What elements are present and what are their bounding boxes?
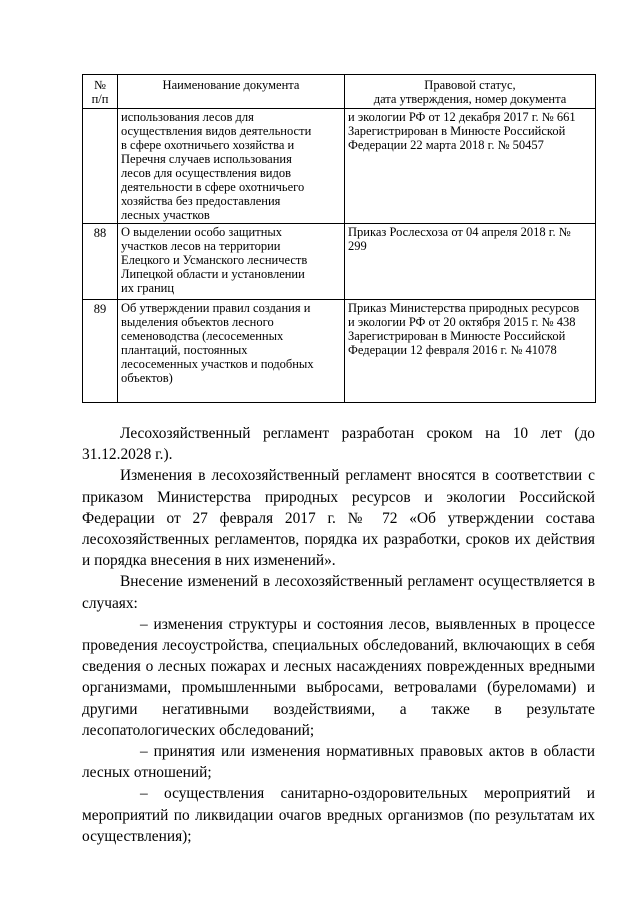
row-legal-status: Приказ Рослесхоза от 04 апреля 2018 г. № 299 <box>345 224 596 300</box>
body-text <box>82 423 595 847</box>
list-item-forest-structure: – изменения структуры и состояния лесов, выявленных в процессе проведения лесоустройства, специальных обследований, включающих в себя сведения о лесных пожарах и лесных насаждениях поврежденных вредными организмами, промышленными выбросами, ветровалами (буреломами) и другими негативными воздействиями, а также в результате лесопатологических обследований; <box>82 615 595 739</box>
table-header-row <box>83 75 596 109</box>
row-number <box>83 109 118 224</box>
row-legal-status: Приказ Министерства природных ресурсов и экологии РФ от 20 октября 2015 г. № 438 Зарегистрирован в Минюсте Российской Федерации 12 февраля 2016 г. № 41078 <box>345 300 596 403</box>
row-number: 88 <box>83 224 118 300</box>
row-document-name: Об утверждении правил создания и выделения объектов лесного семеноводства (лесосеменных плантаций, постоянных лесосеменных участков и подобных объектов) <box>118 300 345 403</box>
table-row <box>83 109 596 224</box>
row-legal-status: и экологии РФ от 12 декабря 2017 г. № 661 Зарегистрирован в Минюсте Российской Федерации 22 марта 2018 г. № 50457 <box>345 109 596 224</box>
table-row <box>83 300 596 403</box>
list-item-legal-acts: – принятия или изменения нормативных правовых актов в области лесных отношений; <box>82 743 595 782</box>
paragraph-regulation-term: Лесохозяйственный регламент разработан сроком на 10 лет (до 31.12.2028 г.). <box>82 425 595 464</box>
row-number: 89 <box>83 300 118 403</box>
row-document-name: использования лесов для осуществления видов деятельности в сфере охотничьего хозяйства и Перечня случаев использования лесов для осуществления видов деятельности в сфере охотничьего хозяйства без предоставления лесных участков <box>118 109 345 224</box>
header-number: № п/п <box>83 75 118 109</box>
paragraph-changes-basis: Изменения в лесохозяйственный регламент вносятся в соответствии с приказом Министерства природных ресурсов и экологии Российской Федерации от 27 февраля 2017 г. № 72 «Об утверждении состава лесохозяйственных регламентов, порядка их разработки, сроков их действия и порядка внесения в них изменений». <box>82 467 595 570</box>
documents-table <box>82 74 596 403</box>
row-document-name: О выделении особо защитных участков лесов на территории Елецкого и Усманского лесничеств Липецкой области и установлении их границ <box>118 224 345 300</box>
header-document-name: Наименование документа <box>118 75 345 109</box>
paragraph-changes-cases: Внесение изменений в лесохозяйственный регламент осуществляется в случаях: <box>82 573 595 612</box>
header-legal-status: Правовой статус, дата утверждения, номер документа <box>345 75 596 109</box>
list-item-sanitary-measures: – осуществления санитарно-оздоровительных мероприятий и мероприятий по ликвидации очагов вредных организмов (по результатам их осуществления); <box>82 785 595 845</box>
table-row <box>83 224 596 300</box>
